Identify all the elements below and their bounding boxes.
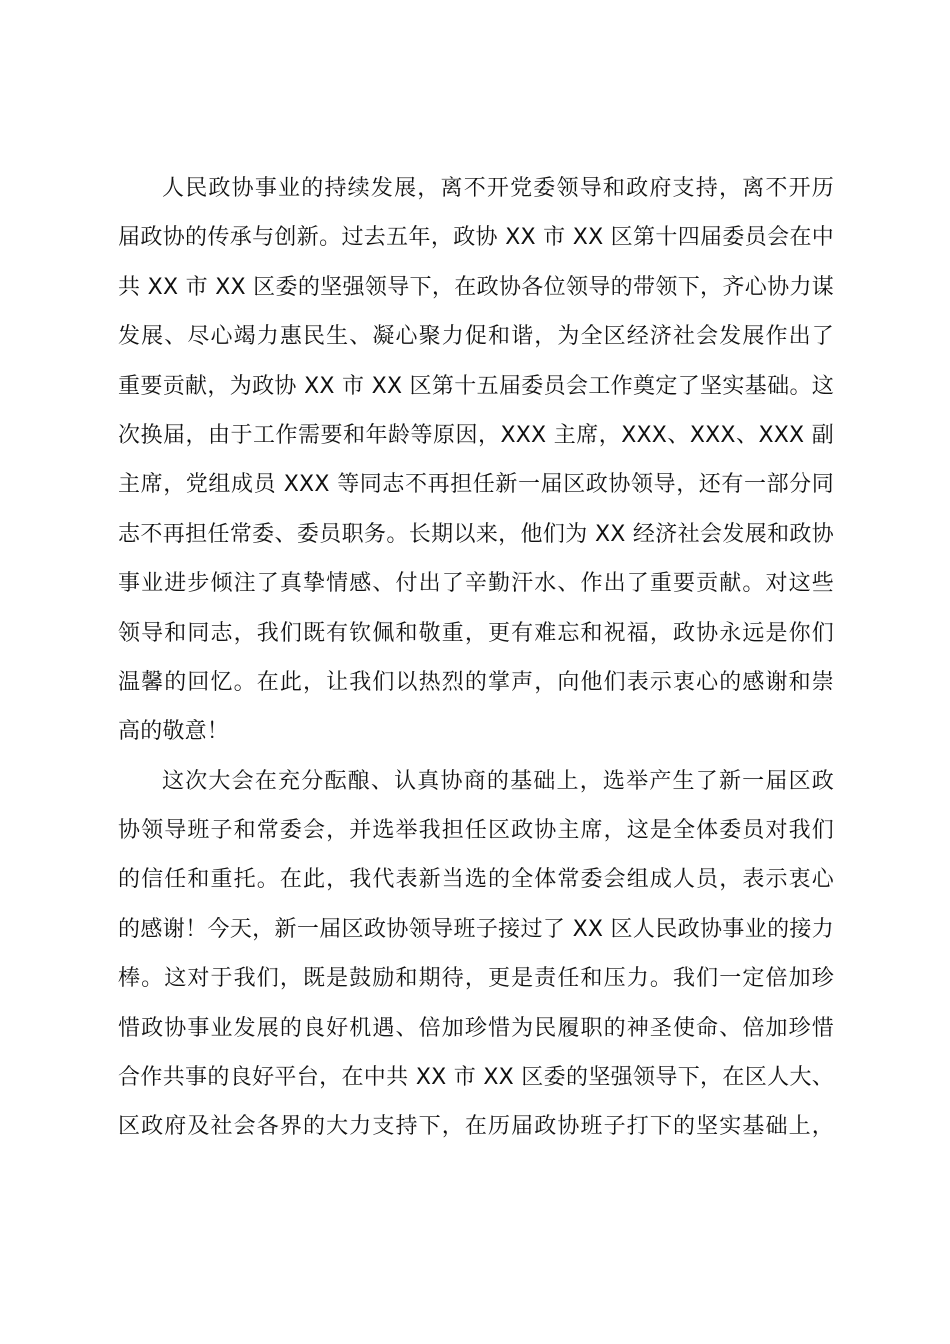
paragraph-1-line-12: 高的敬意！ bbox=[118, 719, 230, 745]
paragraph-1-line-2: 届政协的传承与创新。过去五年，政协 XX 市 XX 区第十四届委员会在中 bbox=[118, 225, 834, 251]
paragraph-2-line-3: 的信任和重托。在此，我代表新当选的全体常委会组成人员，表示衷心 bbox=[118, 867, 834, 893]
paragraph-2-line-6: 惜政协事业发展的良好机遇、倍加珍惜为民履职的神圣使命、倍加珍惜 bbox=[118, 1015, 834, 1041]
paragraph-1-line-3: 共 XX 市 XX 区委的坚强领导下，在政协各位领导的带领下，齐心协力谋 bbox=[118, 274, 834, 300]
paragraph-1-line-6: 次换届，由于工作需要和年龄等原因，XXX 主席，XXX、XXX、XXX 副 bbox=[118, 422, 834, 448]
paragraph-1-line-8: 志不再担任常委、委员职务。长期以来，他们为 XX 经济社会发展和政协 bbox=[118, 521, 834, 547]
paragraph-1-line-7: 主席，党组成员 XXX 等同志不再担任新一届区政协领导，还有一部分同 bbox=[118, 472, 834, 498]
paragraph-2-line-7: 合作共事的良好平台，在中共 XX 市 XX 区委的坚强领导下，在区人大、 bbox=[118, 1065, 834, 1091]
paragraph-2-line-8: 区政府及社会各界的大力支持下，在历届政协班子打下的坚实基础上， bbox=[118, 1114, 834, 1140]
paragraph-2-line-2: 协领导班子和常委会，并选举我担任区政协主席，这是全体委员对我们 bbox=[118, 818, 834, 844]
paragraph-2-line-4: 的感谢！今天，新一届区政协领导班子接过了 XX 区人民政协事业的接力 bbox=[118, 916, 834, 942]
document-body bbox=[118, 164, 834, 1152]
paragraph-2-line-5: 棒。这对于我们，既是鼓励和期待，更是责任和压力。我们一定倍加珍 bbox=[118, 966, 834, 992]
paragraph-1-line-10: 领导和同志，我们既有钦佩和敬重，更有难忘和祝福，政协永远是你们 bbox=[118, 620, 834, 646]
paragraph-1-line-11: 温馨的回忆。在此，让我们以热烈的掌声，向他们表示衷心的感谢和崇 bbox=[118, 669, 834, 695]
paragraph-1-line-9: 事业进步倾注了真挚情感、付出了辛勤汗水、作出了重要贡献。对这些 bbox=[118, 571, 834, 597]
paragraph-1-line-5: 重要贡献，为政协 XX 市 XX 区第十五届委员会工作奠定了坚实基础。这 bbox=[118, 373, 834, 399]
paragraph-1-line-1: 人民政协事业的持续发展，离不开党委领导和政府支持，离不开历 bbox=[162, 176, 834, 201]
paragraph-2-line-1: 这次大会在充分酝酿、认真协商的基础上，选举产生了新一届区政 bbox=[162, 768, 834, 794]
paragraph-1-line-4: 发展、尽心竭力惠民生、凝心聚力促和谐，为全区经济社会发展作出了 bbox=[118, 324, 834, 350]
